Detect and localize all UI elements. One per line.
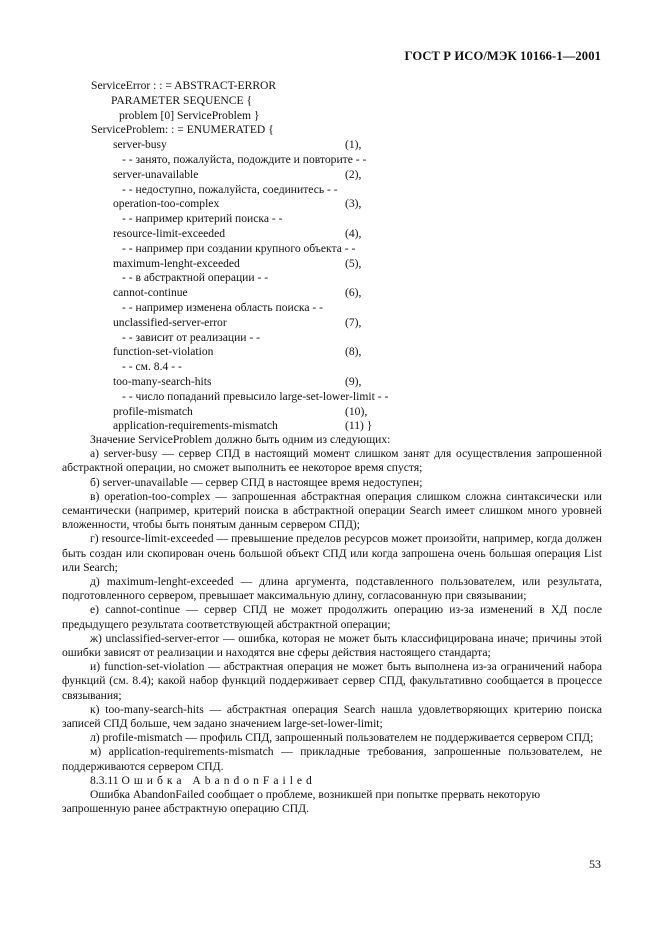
enum-item-value: (3), — [345, 197, 362, 211]
paragraph: м) application-requirements-mismatch — прикладные требования, запрошенные пользователем, не поддерживаются сервером СПД. — [62, 745, 602, 773]
enum-item — [91, 257, 388, 272]
enum-item — [91, 138, 388, 153]
paragraph: а) server-busy — сервер СПД в настоящий момент слишком занят для осуществления запрошенной абстрактной операции, но сможет выполнить ее некоторое время спустя; — [62, 447, 602, 475]
paragraph: д) maximum-lenght-exceeded — длина аргумента, подставленного пользователем, или результата, подготовленного сервером, превышает максимальную длину, согласованную при связывании; — [62, 575, 602, 603]
enum-item-name: application-requirements-mismatch — [113, 419, 278, 433]
enum-item-comment: - - например при создании крупного объекта - - — [122, 241, 356, 255]
enum-item-value: (11) } — [345, 419, 373, 433]
enum-item-name: resource-limit-exceeded — [113, 226, 226, 240]
paragraph: и) function-set-violation — абстрактная операция не может быть выполнена из-за ограничений набора функций (см. 8.4); какой набор функций поддерживает сервер СПД, факультативно сообщается в процессе связывания; — [62, 660, 602, 702]
enum-item — [91, 168, 388, 183]
asn-definition-block — [91, 79, 388, 434]
paragraph: г) resource-limit-exceeded — превышение пределов ресурсов может произойти, например, когда должен быть создан или скопирован очень большой объект СПД или когда запрошена очень большая операция List или Search; — [62, 532, 602, 574]
enum-item-name: function-set-violation — [113, 345, 214, 359]
section-title: Ошибка AbandonFailed — [121, 773, 316, 787]
enum-item-name: profile-mismatch — [113, 404, 193, 418]
paragraph: к) too-many-search-hits — абстрактная операция Search нашла удовлетворяющих критерию поиска записей СПД больше, чем задано значением large-set-lower-limit; — [62, 702, 602, 731]
enum-item — [91, 227, 388, 242]
enum-item-comment: - - занято, пожалуйста, подождите и повторите - - — [122, 152, 367, 166]
enum-item-name: server-busy — [113, 138, 167, 152]
section-heading — [62, 774, 602, 788]
enum-item-name: unclassified-server-error — [113, 315, 227, 329]
enum-item-value: (9), — [345, 374, 362, 388]
enum-item — [91, 316, 388, 331]
enum-item — [91, 419, 388, 434]
enum-item-name: maximum-lenght-exceeded — [113, 256, 240, 270]
enum-item-name: cannot-continue — [113, 286, 188, 300]
enum-item-value: (4), — [345, 226, 362, 240]
enum-item-name: too-many-search-hits — [113, 374, 212, 388]
enum-item — [91, 286, 388, 301]
enum-item-value: (5), — [345, 256, 362, 270]
enum-item-value: (1), — [345, 138, 362, 152]
enum-item — [91, 375, 388, 390]
enum-item — [91, 197, 388, 212]
body-text — [62, 433, 602, 816]
asn-line: ServiceProblem: : = ENUMERATED { — [91, 123, 274, 137]
paragraph: Ошибка AbandonFailed сообщает о проблеме, возникшей при попытке прервать некоторую запрошенную ранее абстрактную операцию СПД. — [62, 788, 541, 816]
enumeration-list — [91, 138, 388, 434]
standard-header: ГОСТ Р ИСО/МЭК 10166-1—2001 — [404, 49, 601, 63]
enum-item-comment: - - например изменена область поиска - - — [122, 300, 324, 314]
paragraph: ж) unclassified-server-error — ошибка, которая не может быть классифицирована иначе; причины этой ошибки зависят от реализации и находятся вне сферы действия настоящего стандарта; — [62, 631, 602, 660]
page-number: 53 — [589, 857, 601, 871]
enum-item-value: (2), — [345, 167, 362, 181]
section-number: 8.3.11 — [90, 773, 119, 787]
paragraph: б) server-unavailable — сервер СПД в настоящее время недоступен; — [90, 475, 423, 489]
enum-item-value: (7), — [345, 315, 362, 329]
paragraph: в) operation-too-complex — запрошенная абстрактная операция слишком сложна синтаксически или семантически (например, критерий поиска в абстрактной операции Search имеет слишком много уровней вложенности, чтобы быть понятым данным сервером СПД); — [62, 489, 602, 532]
enum-item-comment: - - например критерий поиска - - — [122, 212, 283, 226]
enum-item-name: operation-too-complex — [113, 197, 220, 211]
enum-item-comment: - - число попаданий превысило large-set-lower-limit - - — [122, 389, 389, 403]
enum-item-value: (8), — [345, 345, 362, 359]
enum-item-value: (6), — [345, 286, 362, 300]
enum-item-comment: - - недоступно, пожалуйста, соединитесь - - — [122, 182, 338, 196]
enum-item-name: server-unavailable — [113, 167, 199, 181]
asn-line: ServiceError : : = ABSTRACT-ERROR — [91, 79, 277, 92]
enum-item-comment: - - см. 8.4 - - — [122, 360, 182, 374]
enum-item — [91, 345, 388, 360]
enum-item-comment: - - зависит от реализации - - — [122, 330, 261, 344]
enum-item — [91, 405, 388, 420]
asn-line: PARAMETER SEQUENCE { — [111, 93, 253, 107]
paragraph: Значение ServiceProblem должно быть одним из следующих: — [90, 433, 391, 446]
paragraph: л) profile-mismatch — профиль СПД, запрошенный пользователем не поддерживается сервером СПД; — [90, 731, 594, 745]
enum-item-value: (10), — [345, 404, 368, 418]
paragraph: е) cannot-continue — сервер СПД не может продолжить операцию из-за изменений в ХД после предыдущего результата соответствующей абстрактной операции; — [62, 603, 602, 631]
asn-line: problem [0] ServiceProblem } — [119, 108, 260, 122]
enum-item-comment: - - в абстрактной операции - - — [122, 271, 269, 285]
